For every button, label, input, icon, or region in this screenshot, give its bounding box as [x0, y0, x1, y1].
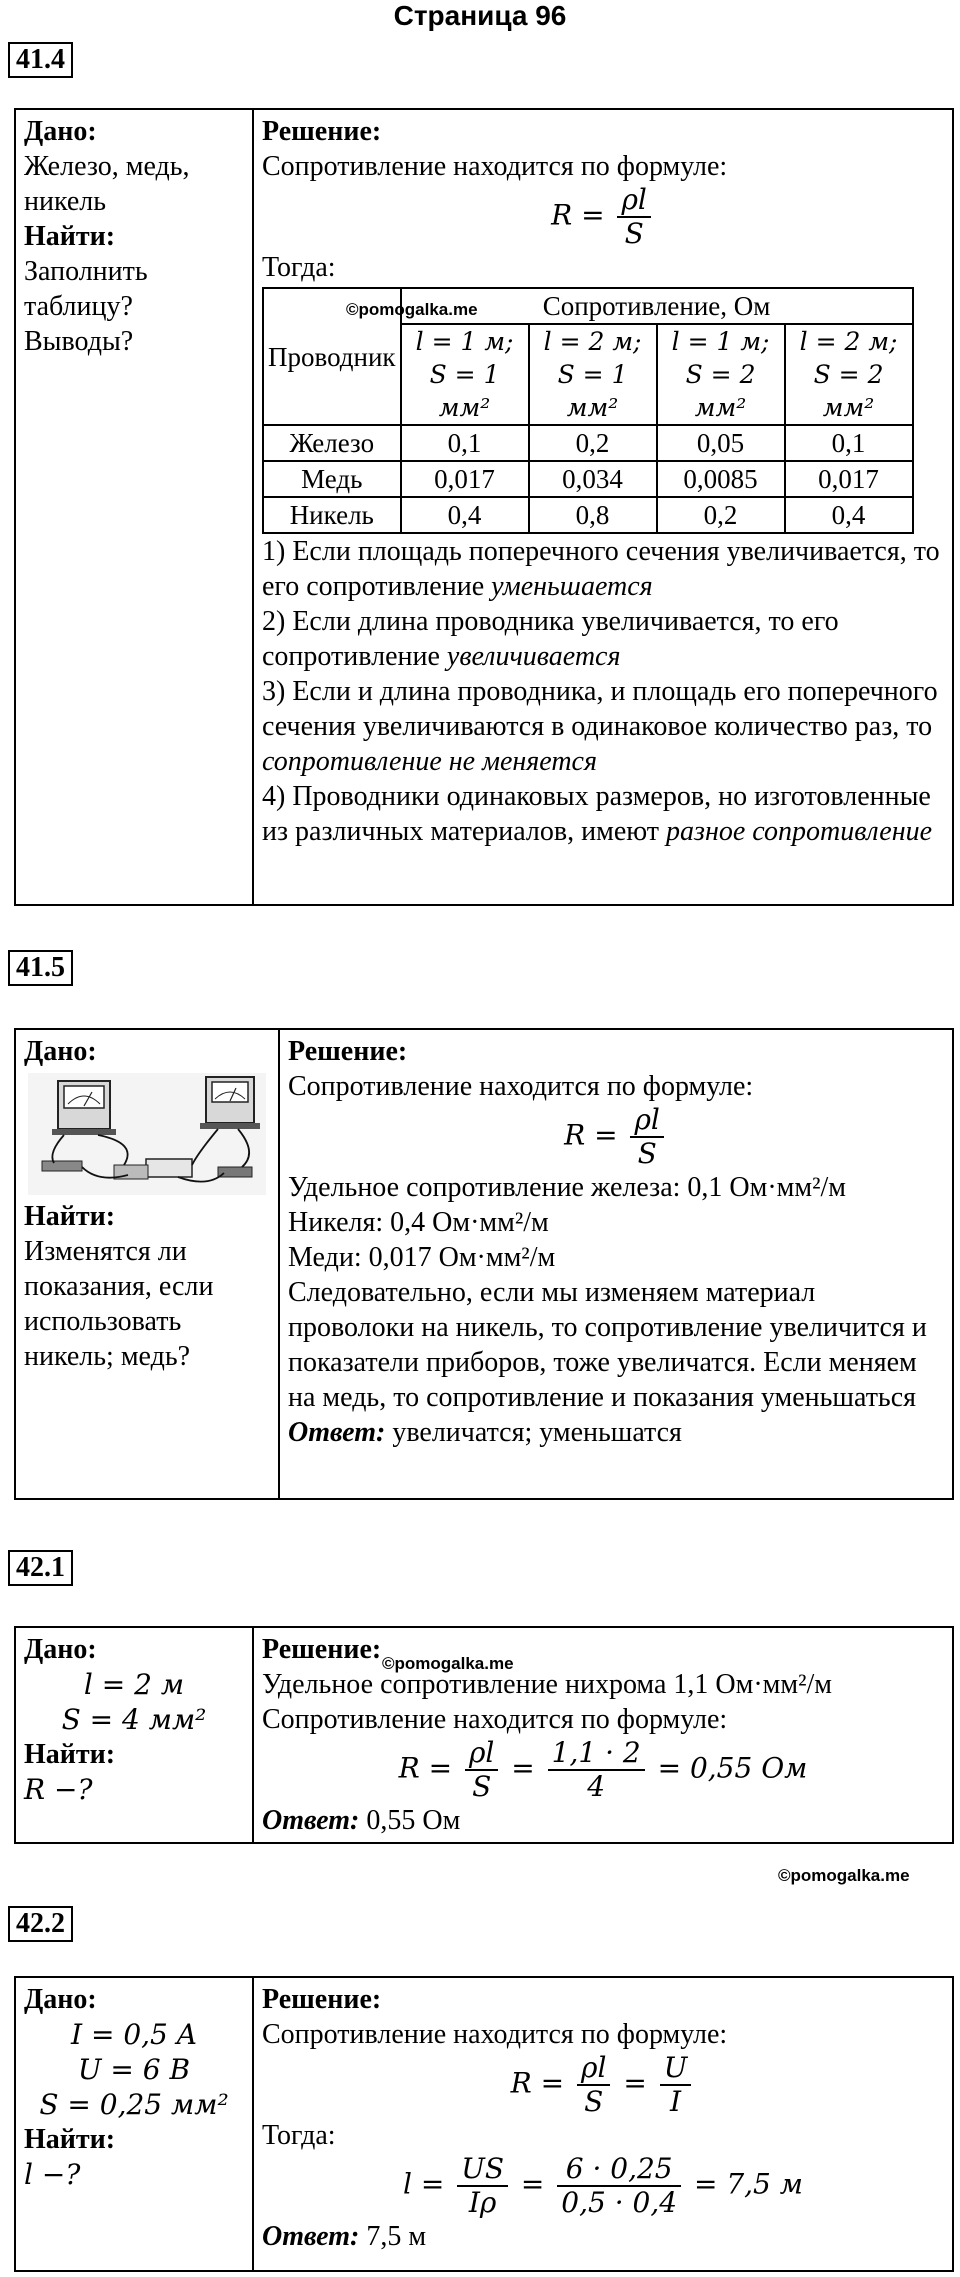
formula: R = $\frac{\rho l}{S}$ — [262, 184, 944, 250]
task-number-41-4: 41.4 — [8, 42, 73, 78]
then-text: Тогда: — [262, 252, 336, 283]
find-heading: Найти: — [24, 221, 116, 252]
formula: l = $\frac{US}{I\rho}$ = $\frac{6 \cdot 0,25}{0,5 \cdot 0,4}$ = 7,5 м — [403, 2152, 803, 2219]
given-value: S = 4 мм² — [61, 1703, 207, 1736]
then-text: Тогда: — [262, 2120, 336, 2151]
find-heading: Найти: — [24, 2124, 116, 2155]
solution-heading: Решение: — [288, 1036, 408, 1067]
table-row: Никель 0,4 0,8 0,2 0,4 — [263, 497, 913, 533]
solution-heading: Решение: — [262, 1634, 382, 1665]
solution-line: Никеля: 0,4 Ом·мм²/м — [288, 1207, 549, 1238]
task-41-4-box — [14, 108, 954, 906]
find-text: Изменятся ли показания, если использовать никель; медь? — [24, 1236, 214, 1372]
conclusion-2: 2) Если длина проводника увеличивается, то его сопротивление увеличивается — [262, 606, 839, 672]
solution-column — [280, 1030, 952, 1498]
find-heading: Найти: — [24, 1739, 116, 1770]
table-row: Железо 0,1 0,2 0,05 0,1 — [263, 425, 913, 461]
solution-line: Сопротивление находится по формуле: — [262, 151, 728, 182]
task-number-42-2: 42.2 — [8, 1906, 73, 1942]
solution-line: Меди: 0,017 Ом·мм²/м — [288, 1242, 556, 1273]
given-heading: Дано: — [24, 116, 97, 147]
task-42-2-box — [14, 1976, 954, 2272]
formula: R = $\frac{\rho l}{S}$ = $\frac{1,1 \cdot 2}{4}$ = 0,55 Ом — [398, 1736, 808, 1803]
table-col-header: l = 1 м; S = 1 мм² — [401, 324, 529, 425]
task-42-1-box — [14, 1626, 954, 1844]
answer: Ответ: 0,55 Ом — [262, 1805, 461, 1836]
find-heading: Найти: — [24, 1201, 116, 1232]
conclusion-4: 4) Проводники одинаковых размеров, но изготовленные из различных материалов, имеют разное сопротивление — [262, 781, 933, 847]
task-number-42-1: 42.1 — [8, 1550, 73, 1586]
table-header-resistance: Сопротивление, Ом — [401, 288, 913, 324]
given-heading: Дано: — [24, 1984, 97, 2015]
given-column — [16, 1030, 280, 1498]
find-text: l −? — [24, 2158, 81, 2191]
given-value: l = 2 м — [83, 1668, 185, 1701]
solution-line: Сопротивление находится по формуле: — [262, 1704, 728, 1735]
given-text: Железо, медь, никель — [24, 151, 190, 217]
task-number-41-5: 41.5 — [8, 950, 73, 986]
given-heading: Дано: — [24, 1634, 97, 1665]
solution-column — [254, 1978, 952, 2270]
watermark: ©pomogalka.me — [778, 1866, 910, 1885]
solution-line: Сопротивление находится по формуле: — [288, 1071, 754, 1102]
solution-line: Удельное сопротивление нихрома 1,1 Ом·мм²/м — [262, 1669, 832, 1700]
given-column — [16, 1628, 254, 1842]
conclusion-1: 1) Если площадь поперечного сечения увеличивается, то его сопротивление уменьшается — [262, 536, 940, 602]
conclusion-3: 3) Если и длина проводника, и площадь его поперечного сечения увеличиваются в одинаковое количество раз, то сопротивление не меняется — [262, 676, 938, 777]
given-column — [16, 1978, 254, 2270]
table-col-header: l = 1 м; S = 2 мм² — [657, 324, 785, 425]
watermark: ©pomogalka.me — [382, 1654, 514, 1673]
given-value: I = 0,5 A — [71, 2018, 197, 2051]
solution-line: Удельное сопротивление железа: 0,1 Ом·мм²/м — [288, 1172, 846, 1203]
answer: Ответ: увеличатся; уменьшатся — [288, 1417, 682, 1448]
solution-line: Сопротивление находится по формуле: — [262, 2019, 728, 2050]
formula: R = $\frac{\rho l}{S}$ — [288, 1104, 944, 1170]
given-heading: Дано: — [24, 1036, 97, 1067]
resistance-table — [262, 287, 914, 534]
given-column — [16, 110, 254, 904]
solution-column — [254, 1628, 952, 1842]
table-row: Медь 0,017 0,034 0,0085 0,017 — [263, 461, 913, 497]
given-value: S = 0,25 мм² — [39, 2088, 229, 2121]
solution-heading: Решение: — [262, 1984, 382, 2015]
find-text: R −? — [24, 1773, 93, 1806]
table-col-header: l = 2 м; S = 2 мм² — [785, 324, 913, 425]
task-41-5-box — [14, 1028, 954, 1500]
given-value: U = 6 B — [77, 2053, 191, 2086]
page-title: Страница 96 — [393, 0, 567, 31]
find-text: Заполнить таблицу? Выводы? — [24, 256, 148, 357]
answer: Ответ: 7,5 м — [262, 2221, 427, 2252]
circuit-image — [28, 1073, 266, 1195]
solution-paragraph: Следовательно, если мы изменяем материал проволоки на никель, то сопротивление увеличится и показатели приборов, тоже увеличатся. Если меняем на медь, то сопротивление и показания уменьшаться — [288, 1277, 927, 1413]
solution-heading: Решение: — [262, 116, 382, 147]
formula: R = $\frac{\rho l}{S}$ = $\frac{U}{I}$ — [262, 2052, 944, 2118]
solution-column — [254, 110, 952, 904]
table-col-header: l = 2 м; S = 1 мм² — [529, 324, 657, 425]
table-header-conductor: Проводник — [263, 288, 401, 425]
watermark: ©pomogalka.me — [346, 300, 478, 319]
